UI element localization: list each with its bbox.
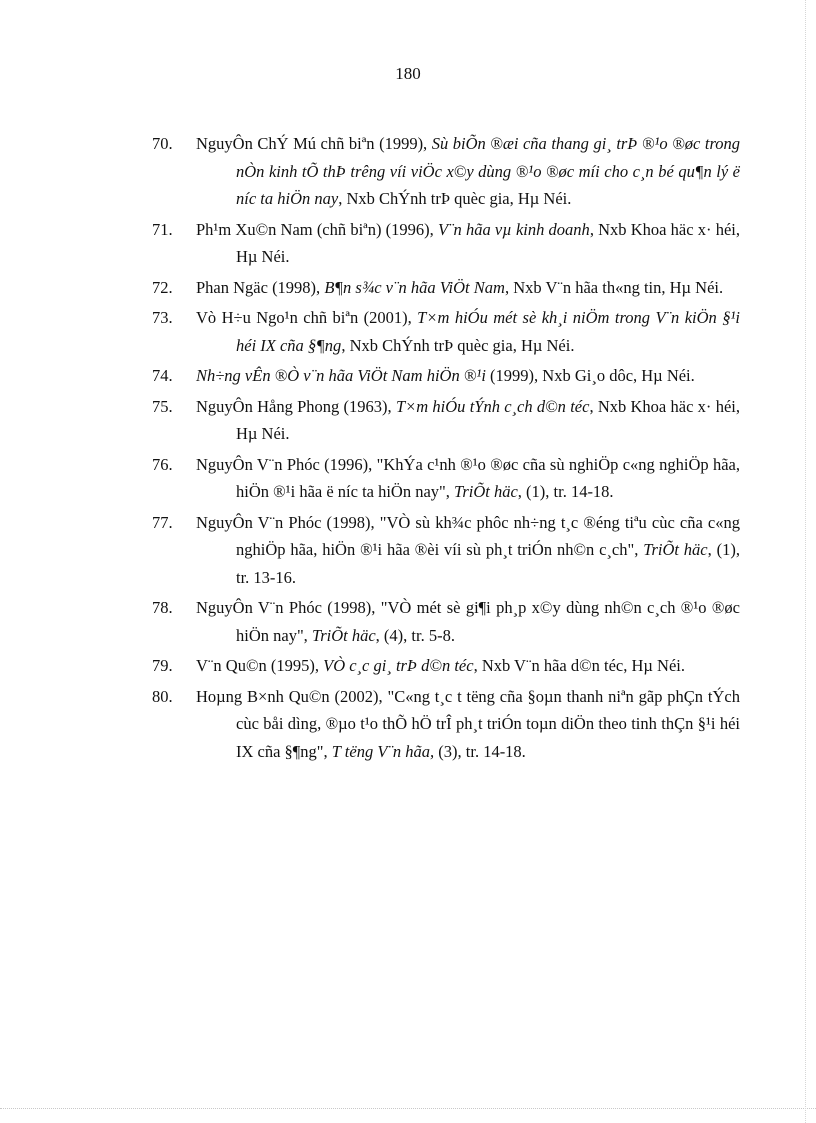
reference-item [152, 683, 740, 766]
reference-item [152, 274, 740, 302]
reference-list [152, 130, 740, 768]
reference-number: 76. [152, 454, 173, 474]
reference-number: 78. [152, 598, 173, 617]
reference-title: Nh÷ng vÊn ®Ò v¨n hãa ViÖt Nam hiÖn ®¹i [196, 366, 486, 385]
reference-title: T tëng V¨n hãa, [331, 741, 435, 761]
reference-title: TriÕt häc [311, 625, 376, 645]
page-number: 180 [395, 64, 421, 83]
reference-publisher: , (1), tr. 13-16. [236, 540, 740, 587]
reference-number: 77. [152, 512, 173, 532]
reference-publisher: (1999), Nxb Gi¸o dôc, Hµ Néi. [485, 366, 695, 385]
reference-publisher: , (4), tr. 5-8. [375, 625, 455, 645]
reference-item [152, 216, 740, 271]
reference-publisher: , Nxb V¨n hãa d©n téc, Hµ Néi. [473, 656, 686, 675]
reference-title: TriÕt häc [643, 540, 708, 559]
reference-author: NguyÔn Hång Phong (1963), [196, 396, 396, 416]
reference-publisher: , Nxb Khoa häc x· héi, Hµ Néi. [236, 396, 740, 443]
reference-publisher: , Nxb Khoa häc x· héi, Hµ Néi. [236, 219, 740, 266]
reference-number: 70. [152, 134, 173, 153]
reference-title: TriÕt häc [454, 482, 518, 501]
reference-title: Sù biÕn ®æi cña thang gi¸ trÞ ®¹o ®øc trong nÒn kinh tÕ thÞ trêng víi viÖc x©y dùng ®¹o ®øc míi cho c¸n bé qu¶n lý ë níc ta hiÖn nay [236, 134, 741, 208]
reference-author: NguyÔn V¨n Phóc (1996), "KhÝa c¹nh ®¹o ®øc cña sù nghiÖp c«ng nghiÖp hãa, hiÖn ®¹i hãa ë níc ta hiÖn nay", [196, 454, 740, 501]
reference-title: T×m hiÓu mét sè kh¸i niÖm trong V¨n kiÖn §¹i héi IX cña §¶ng [236, 308, 740, 355]
reference-title: V¨n hãa vµ kinh doanh [437, 219, 590, 239]
reference-number: 71. [152, 219, 173, 239]
reference-author: NguyÔn ChÝ Mú chñ biªn (1999), [196, 134, 432, 153]
reference-item [152, 304, 740, 359]
reference-publisher: , Nxb ChÝnh trÞ quèc gia, Hµ Néi. [341, 335, 575, 355]
reference-author: Vò H÷u Ngo¹n chñ biªn (2001), [196, 308, 418, 327]
reference-title: VÒ c¸c gi¸ trÞ d©n téc [323, 656, 474, 675]
reference-author: NguyÔn V¨n Phóc (1998), "VÒ sù kh¾c phôc nh÷ng t¸c ®éng tiªu cùc cña c«ng nghiÖp hãa, hiÖn ®¹i hãa ®èi víi sù ph¸t triÓn nh©n c¸ch", [196, 512, 740, 559]
reference-publisher: (3), tr. 14-18. [434, 741, 526, 761]
reference-number: 72. [152, 277, 173, 297]
reference-item [152, 652, 740, 680]
page-right-border [805, 0, 806, 1123]
reference-number: 80. [152, 686, 173, 706]
reference-author: Phan Ngäc (1998), [196, 277, 325, 297]
reference-publisher: , Nxb ChÝnh trÞ quèc gia, Hµ Néi. [338, 189, 572, 208]
reference-title: B¶n s¾c v¨n hãa ViÖt Nam [324, 277, 505, 297]
reference-number: 73. [152, 308, 173, 327]
page-bottom-border [0, 1108, 816, 1109]
reference-author: Hoµng B×nh Qu©n (2002), "C«ng t¸c t tëng cña §oµn thanh niªn gãp phÇn tÝch cùc båi dìng, ®µo t¹o thÕ hÖ trÎ ph¸t triÓn toµn diÖn theo tinh thÇn §¹i héi IX cña §¶ng", [196, 686, 740, 761]
reference-author: Ph¹m Xu©n Nam (chñ biªn) (1996), [196, 219, 438, 239]
reference-number: 79. [152, 656, 173, 675]
reference-publisher: , (1), tr. 14-18. [517, 482, 614, 501]
reference-author: V¨n Qu©n (1995), [196, 656, 324, 675]
reference-publisher: , Nxb V¨n hãa th«ng tin, Hµ Néi. [504, 277, 724, 297]
reference-item [152, 594, 740, 649]
reference-item [152, 509, 740, 592]
reference-author: NguyÔn V¨n Phóc (1998), "VÒ mét sè gi¶i ph¸p x©y dùng nh©n c¸ch ®¹o ®øc hiÖn nay", [196, 598, 740, 645]
reference-title: T×m hiÓu tÝnh c¸ch d©n téc [395, 396, 590, 416]
reference-item [152, 393, 740, 448]
reference-item [152, 130, 740, 213]
reference-number: 75. [152, 396, 173, 416]
reference-item [152, 451, 740, 506]
reference-item [152, 362, 740, 390]
reference-number: 74. [152, 366, 173, 385]
